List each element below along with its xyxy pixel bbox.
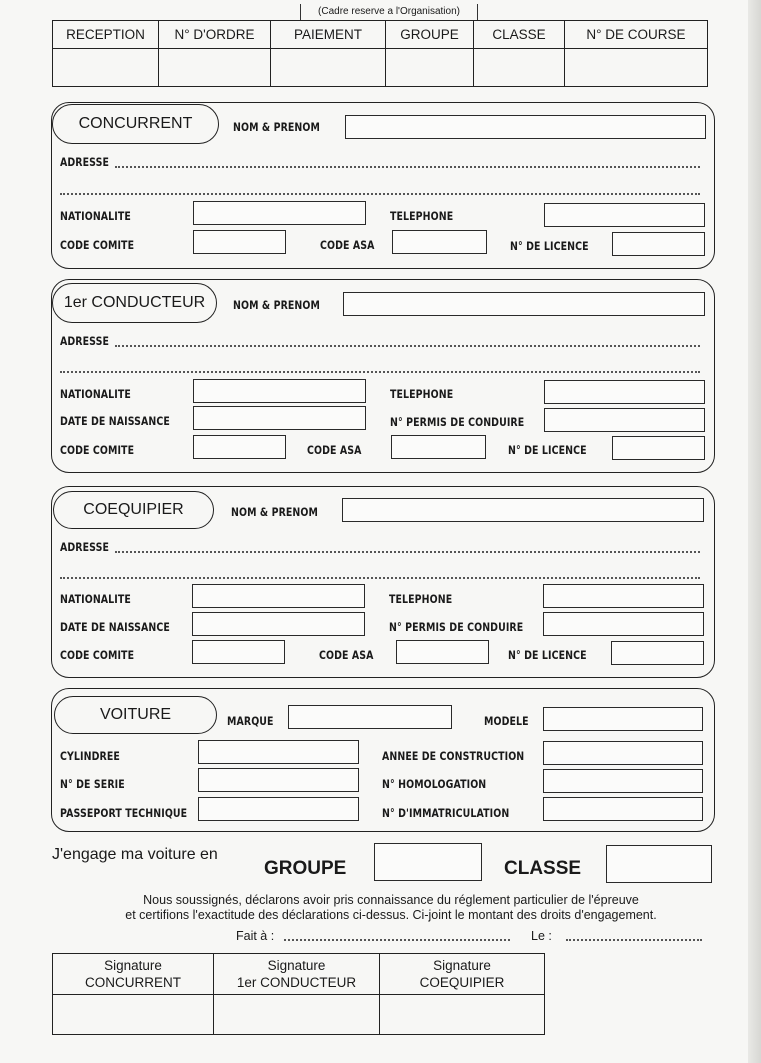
coequipier-nom-field[interactable] bbox=[342, 498, 704, 522]
signature-concurrent-header bbox=[53, 954, 214, 995]
voiture-homologation-label: N° HOMOLOGATION bbox=[382, 777, 487, 791]
concurrent-licence-field[interactable] bbox=[612, 232, 705, 256]
conducteur-nationalite-field[interactable] bbox=[193, 379, 366, 403]
voiture-serie-label: N° DE SERIE bbox=[60, 777, 125, 791]
signature-conducteur-line1: Signature bbox=[267, 958, 326, 973]
organisation-table bbox=[52, 20, 708, 87]
signature-coequipier-cell[interactable] bbox=[380, 995, 545, 1035]
concurrent-nationalite-field[interactable] bbox=[193, 201, 366, 225]
conducteur-code-asa-label: CODE ASA bbox=[307, 443, 362, 457]
concurrent-code-comite-field[interactable] bbox=[193, 230, 286, 254]
cell-numero-ordre[interactable] bbox=[159, 49, 271, 87]
voiture-passeport-label: PASSEPORT TECHNIQUE bbox=[60, 806, 188, 820]
conducteur-code-asa-field[interactable] bbox=[391, 435, 486, 459]
header-paiement: PAIEMENT bbox=[271, 21, 386, 49]
cell-reception[interactable] bbox=[53, 49, 159, 87]
signature-conducteur-header bbox=[214, 954, 380, 995]
voiture-serie-field[interactable] bbox=[198, 768, 359, 792]
voiture-annee-field[interactable] bbox=[543, 741, 703, 765]
organisation-note: (Cadre reserve a l'Organisation) bbox=[300, 4, 478, 20]
coequipier-nationalite-label: NATIONALITE bbox=[60, 592, 131, 606]
engage-groupe-label: GROUPE bbox=[264, 858, 347, 879]
voiture-immatriculation-label: N° D'IMMATRICULATION bbox=[382, 806, 510, 820]
concurrent-telephone-field[interactable] bbox=[544, 203, 705, 227]
engage-classe-label: CLASSE bbox=[504, 858, 582, 879]
fait-a-label: Fait à : bbox=[236, 929, 275, 943]
coequipier-nationalite-field[interactable] bbox=[192, 584, 365, 608]
header-reception: RECEPTION bbox=[53, 21, 159, 49]
coequipier-telephone-field[interactable] bbox=[543, 584, 704, 608]
coequipier-nom-label: NOM & PRENOM bbox=[231, 505, 318, 519]
page-edge bbox=[748, 0, 761, 1063]
concurrent-code-asa-field[interactable] bbox=[392, 230, 487, 254]
conducteur-nom-label: NOM & PRENOM bbox=[233, 298, 320, 312]
conducteur-adresse-label: ADRESSE bbox=[60, 334, 110, 348]
header-groupe: GROUPE bbox=[386, 21, 474, 49]
signature-concurrent-line1: Signature bbox=[104, 958, 162, 973]
le-line[interactable] bbox=[566, 939, 702, 941]
signature-table bbox=[52, 953, 545, 1035]
conducteur-nationalite-label: NATIONALITE bbox=[60, 387, 131, 401]
conducteur-code-comite-label: CODE COMITE bbox=[60, 443, 135, 457]
conducteur-permis-field[interactable] bbox=[544, 408, 705, 432]
concurrent-adresse-label: ADRESSE bbox=[60, 155, 110, 169]
cell-groupe[interactable] bbox=[386, 49, 474, 87]
cell-classe[interactable] bbox=[474, 49, 565, 87]
coequipier-code-comite-label: CODE COMITE bbox=[60, 648, 135, 662]
coequipier-adresse-label: ADRESSE bbox=[60, 540, 110, 554]
coequipier-code-comite-field[interactable] bbox=[192, 640, 285, 664]
signature-conducteur-line2: 1er CONDUCTEUR bbox=[236, 975, 357, 990]
concurrent-adresse-line-2[interactable] bbox=[60, 193, 700, 195]
conducteur-licence-field[interactable] bbox=[612, 436, 705, 460]
cell-numero-course[interactable] bbox=[565, 49, 708, 87]
signature-coequipier-header bbox=[380, 954, 545, 995]
coequipier-code-asa-label: CODE ASA bbox=[319, 648, 374, 662]
concurrent-title: CONCURRENT bbox=[52, 104, 219, 144]
le-label: Le : bbox=[531, 929, 552, 943]
coequipier-permis-field[interactable] bbox=[543, 612, 704, 636]
voiture-modele-label: MODELE bbox=[484, 714, 529, 728]
signature-coequipier-line2: COEQUIPIER bbox=[419, 975, 505, 990]
voiture-cylindree-field[interactable] bbox=[198, 740, 359, 764]
concurrent-nom-field[interactable] bbox=[345, 115, 706, 139]
conducteur-title: 1er CONDUCTEUR bbox=[52, 283, 217, 323]
concurrent-licence-label: N° DE LICENCE bbox=[510, 239, 589, 253]
signature-concurrent-cell[interactable] bbox=[53, 995, 214, 1035]
voiture-annee-label: ANNEE DE CONSTRUCTION bbox=[382, 749, 525, 763]
concurrent-nationalite-label: NATIONALITE bbox=[60, 209, 131, 223]
voiture-modele-field[interactable] bbox=[543, 707, 703, 731]
concurrent-telephone-label: TELEPHONE bbox=[390, 209, 454, 223]
header-numero-ordre: N° D'ORDRE bbox=[159, 21, 271, 49]
conducteur-permis-label: N° PERMIS DE CONDUIRE bbox=[390, 415, 525, 429]
conducteur-date-naissance-field[interactable] bbox=[193, 406, 366, 430]
voiture-passeport-field[interactable] bbox=[198, 797, 359, 821]
voiture-cylindree-label: CYLINDREE bbox=[60, 749, 120, 763]
coequipier-adresse-line-2[interactable] bbox=[60, 577, 700, 579]
coequipier-date-naissance-field[interactable] bbox=[192, 612, 365, 636]
conducteur-licence-label: N° DE LICENCE bbox=[508, 443, 587, 457]
conducteur-adresse-line-2[interactable] bbox=[60, 371, 700, 373]
conducteur-date-naissance-label: DATE DE NAISSANCE bbox=[60, 414, 170, 428]
concurrent-nom-label: NOM & PRENOM bbox=[233, 120, 320, 134]
engage-text: J'engage ma voiture en bbox=[52, 846, 218, 863]
conducteur-nom-field[interactable] bbox=[343, 292, 705, 316]
coequipier-licence-field[interactable] bbox=[611, 641, 704, 665]
voiture-immatriculation-field[interactable] bbox=[543, 797, 703, 821]
coequipier-adresse-line[interactable] bbox=[115, 551, 700, 553]
coequipier-permis-label: N° PERMIS DE CONDUIRE bbox=[389, 620, 524, 634]
voiture-marque-field[interactable] bbox=[288, 705, 452, 729]
voiture-marque-label: MARQUE bbox=[227, 714, 274, 728]
engage-groupe-field[interactable] bbox=[374, 843, 482, 881]
conducteur-code-comite-field[interactable] bbox=[193, 435, 286, 459]
coequipier-telephone-label: TELEPHONE bbox=[389, 592, 453, 606]
concurrent-code-asa-label: CODE ASA bbox=[320, 238, 375, 252]
coequipier-date-naissance-label: DATE DE NAISSANCE bbox=[60, 620, 170, 634]
coequipier-title: COEQUIPIER bbox=[53, 491, 214, 529]
voiture-title: VOITURE bbox=[54, 696, 217, 734]
conducteur-telephone-label: TELEPHONE bbox=[390, 387, 454, 401]
coequipier-licence-label: N° DE LICENCE bbox=[508, 648, 587, 662]
declaration-line-2: et certifions l'exactitude des déclarations ci-dessus. Ci-joint le montant des droits d'engagement. bbox=[125, 908, 657, 922]
conducteur-telephone-field[interactable] bbox=[544, 380, 705, 404]
coequipier-code-asa-field[interactable] bbox=[396, 640, 489, 664]
voiture-homologation-field[interactable] bbox=[543, 769, 703, 793]
concurrent-adresse-line[interactable] bbox=[115, 166, 700, 168]
declaration-line-1: Nous soussignés, déclarons avoir pris connaissance du réglement particulier de l'épreuve bbox=[143, 893, 639, 907]
fait-a-line[interactable] bbox=[284, 939, 510, 941]
signature-conducteur-cell[interactable] bbox=[214, 995, 380, 1035]
cell-paiement[interactable] bbox=[271, 49, 386, 87]
header-numero-course: N° DE COURSE bbox=[565, 21, 708, 49]
engage-classe-field[interactable] bbox=[606, 845, 712, 883]
concurrent-code-comite-label: CODE COMITE bbox=[60, 238, 135, 252]
conducteur-adresse-line[interactable] bbox=[115, 345, 700, 347]
signature-coequipier-line1: Signature bbox=[433, 958, 491, 973]
header-classe: CLASSE bbox=[474, 21, 565, 49]
signature-concurrent-line2: CONCURRENT bbox=[85, 975, 181, 990]
